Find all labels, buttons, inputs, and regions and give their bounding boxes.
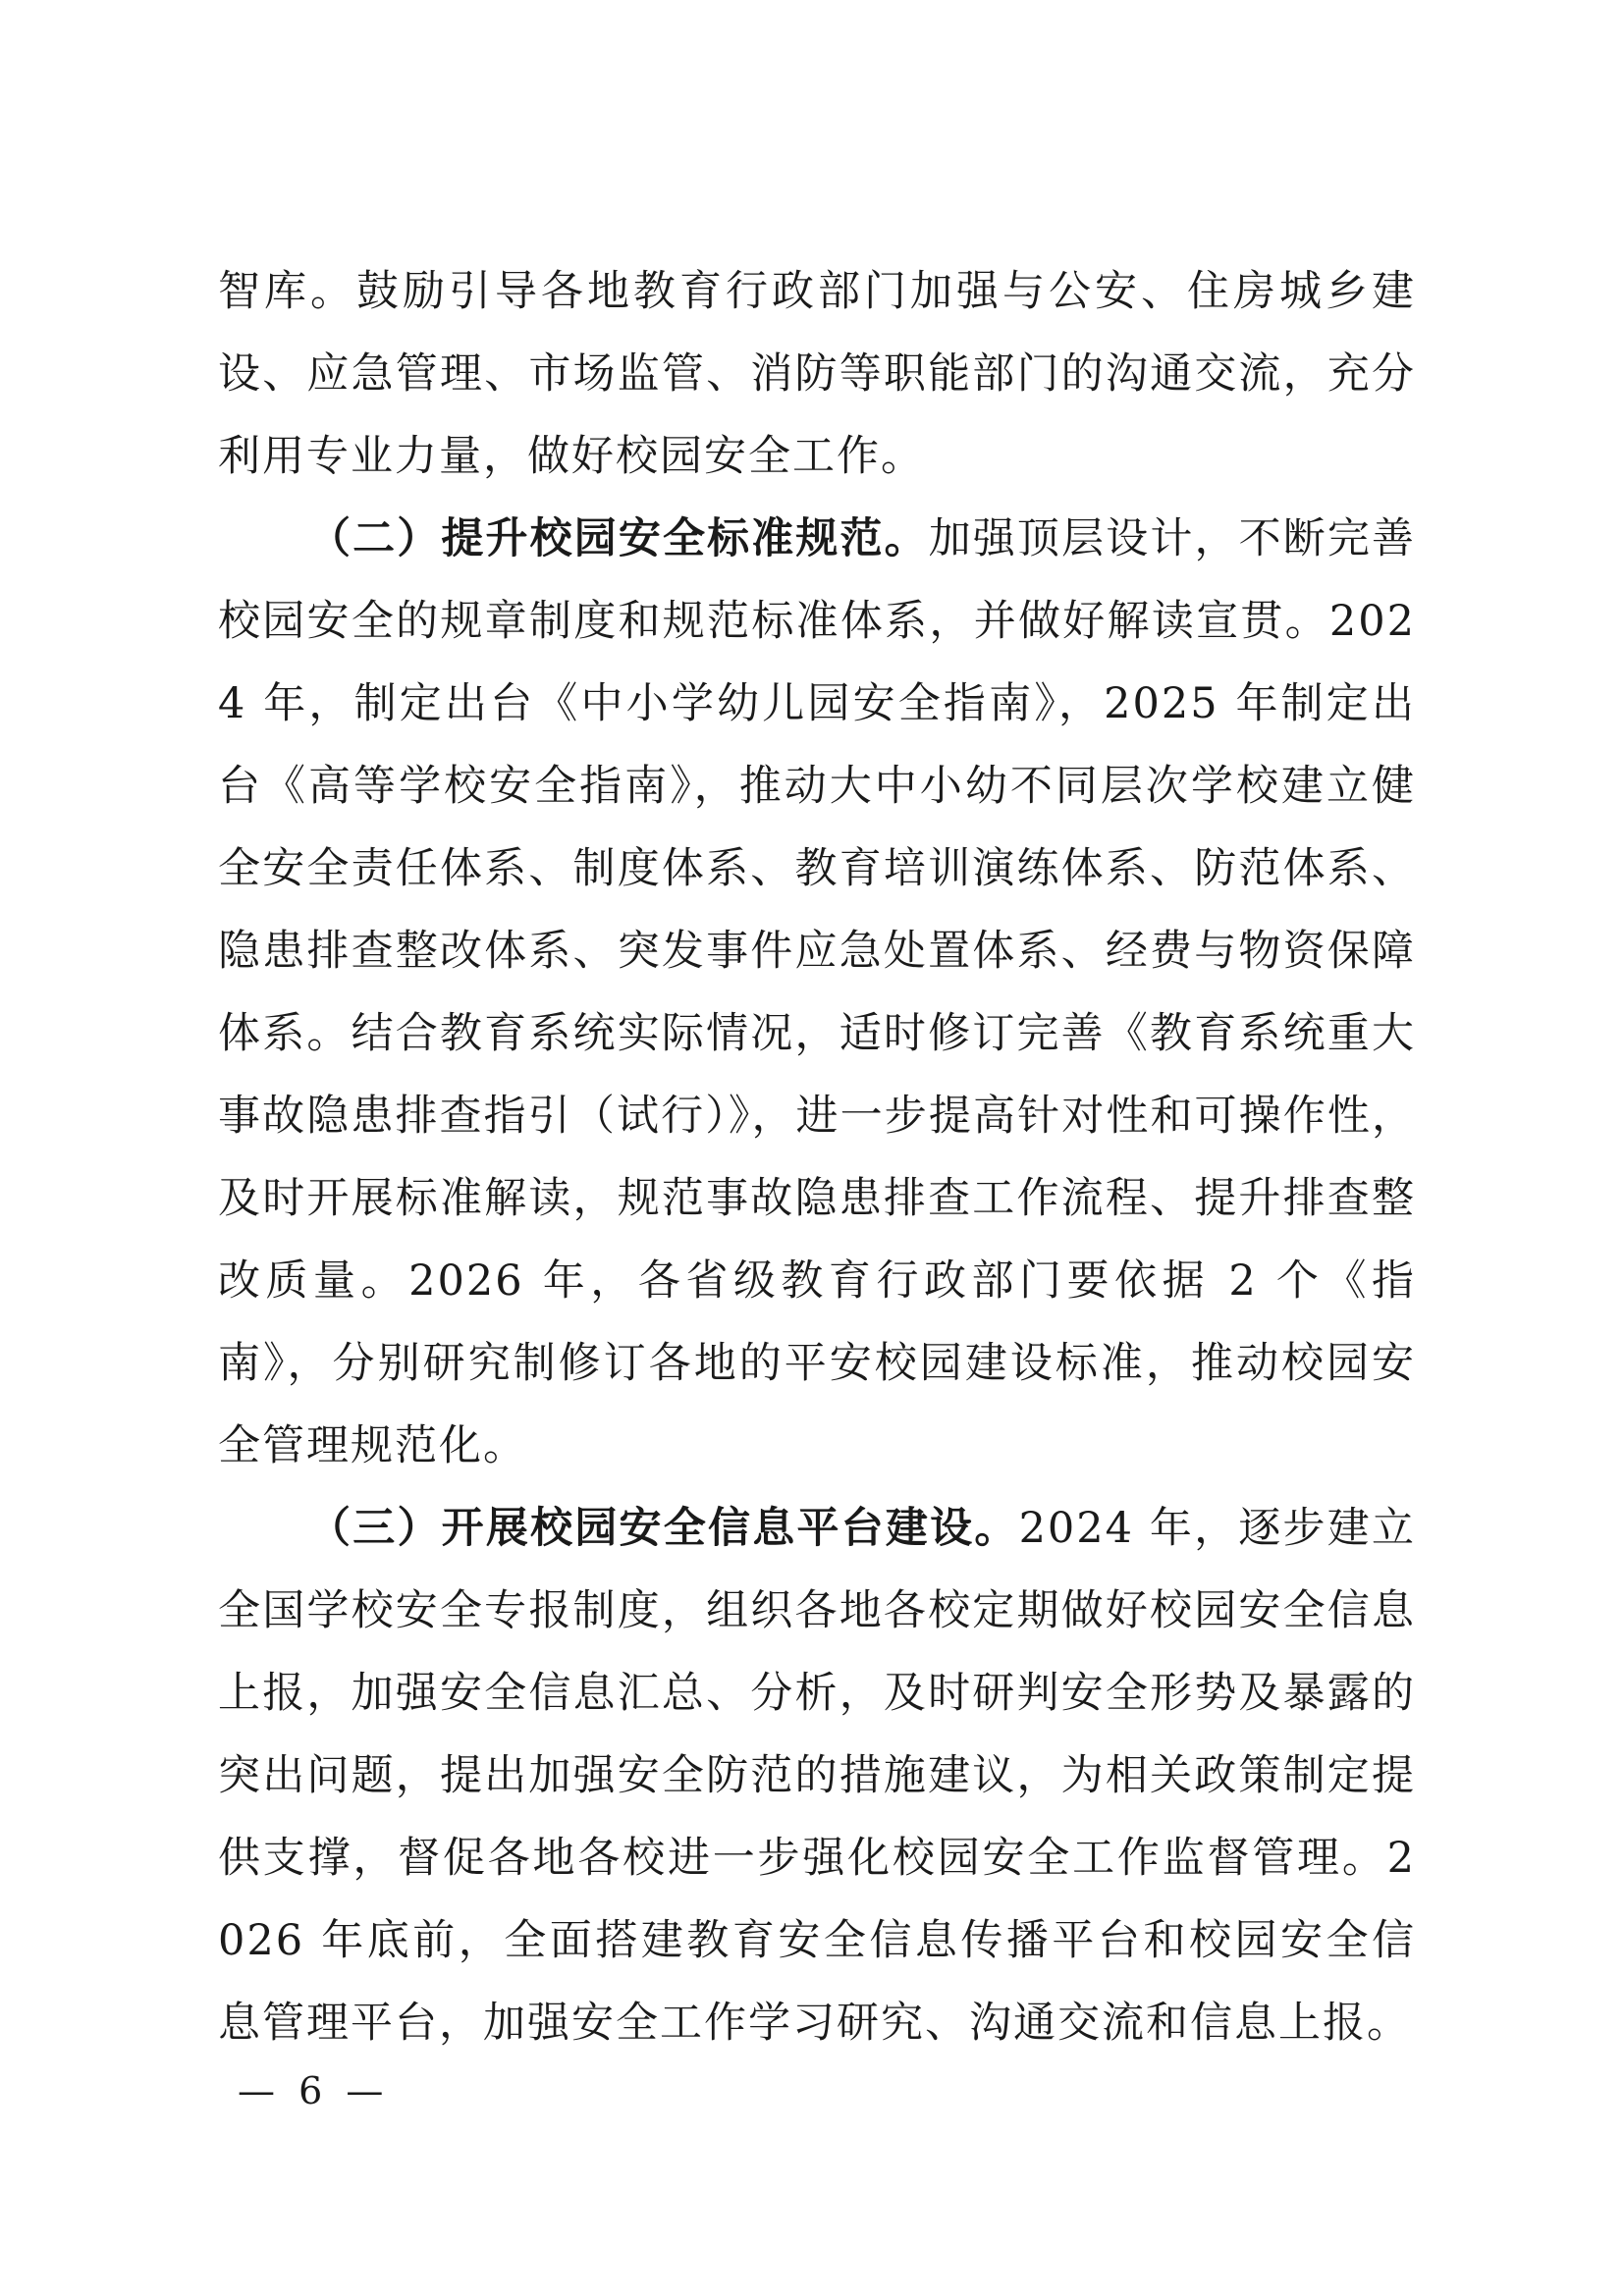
paragraph-text: 加强顶层设计，不断完善校园安全的规章制度和规范标准体系，并做好解读宣贯。2024 年，制定出台《中小学幼儿园安全指南》，2025 年制定出台《高等学校安全指南》，推动大中小幼不同层次学校建立健全安全责任体系、制度体系、教育培训演练体系、防范体系、隐患排查整改体系、突发事件应急处置体系、经费与物资保障体系。结合教育系统实际情况，适时修订完善《教育系统重大事故隐患排查指引（试行）》，进一步提高针对性和可操作性，及时开展标准解读，规范事故隐患排查工作流程、提升排查整改质量。2026 年，各省级教育行政部门要依据 2 个《指南》，分别研究制修订各地的平安校园建设标准，推动校园安全管理规范化。 bbox=[218, 514, 1416, 1470]
section-heading-3: （三）开展校园安全信息平台建设。 bbox=[308, 1504, 1019, 1553]
paragraph-text: 智库。鼓励引导各地教育行政部门加强与公安、住房城乡建设、应急管理、市场监管、消防等职能部门的沟通交流，充分利用专业力量，做好校园安全工作。 bbox=[218, 267, 1416, 481]
page-number: — 6 — bbox=[238, 2069, 390, 2112]
paragraph-continuation bbox=[218, 250, 1416, 498]
paragraph-text: 2024 年，逐步建立全国学校安全专报制度，组织各地各校定期做好校园安全信息上报，加强安全信息汇总、分析，及时研判安全形势及暴露的突出问题，提出加强安全防范的措施建议，为相关政策制定提供支撑，督促各地各校进一步强化校园安全工作监督管理。2026 年底前，全面搭建教育安全信息传播平台和校园安全信息管理平台，加强安全工作学习研究、沟通交流和信息上报。 bbox=[218, 1504, 1416, 2048]
body-text bbox=[218, 250, 1416, 2064]
paragraph-section-3 bbox=[218, 1487, 1416, 2064]
section-heading-2: （二）提升校园安全标准规范。 bbox=[308, 514, 929, 563]
paragraph-section-2 bbox=[218, 498, 1416, 1487]
